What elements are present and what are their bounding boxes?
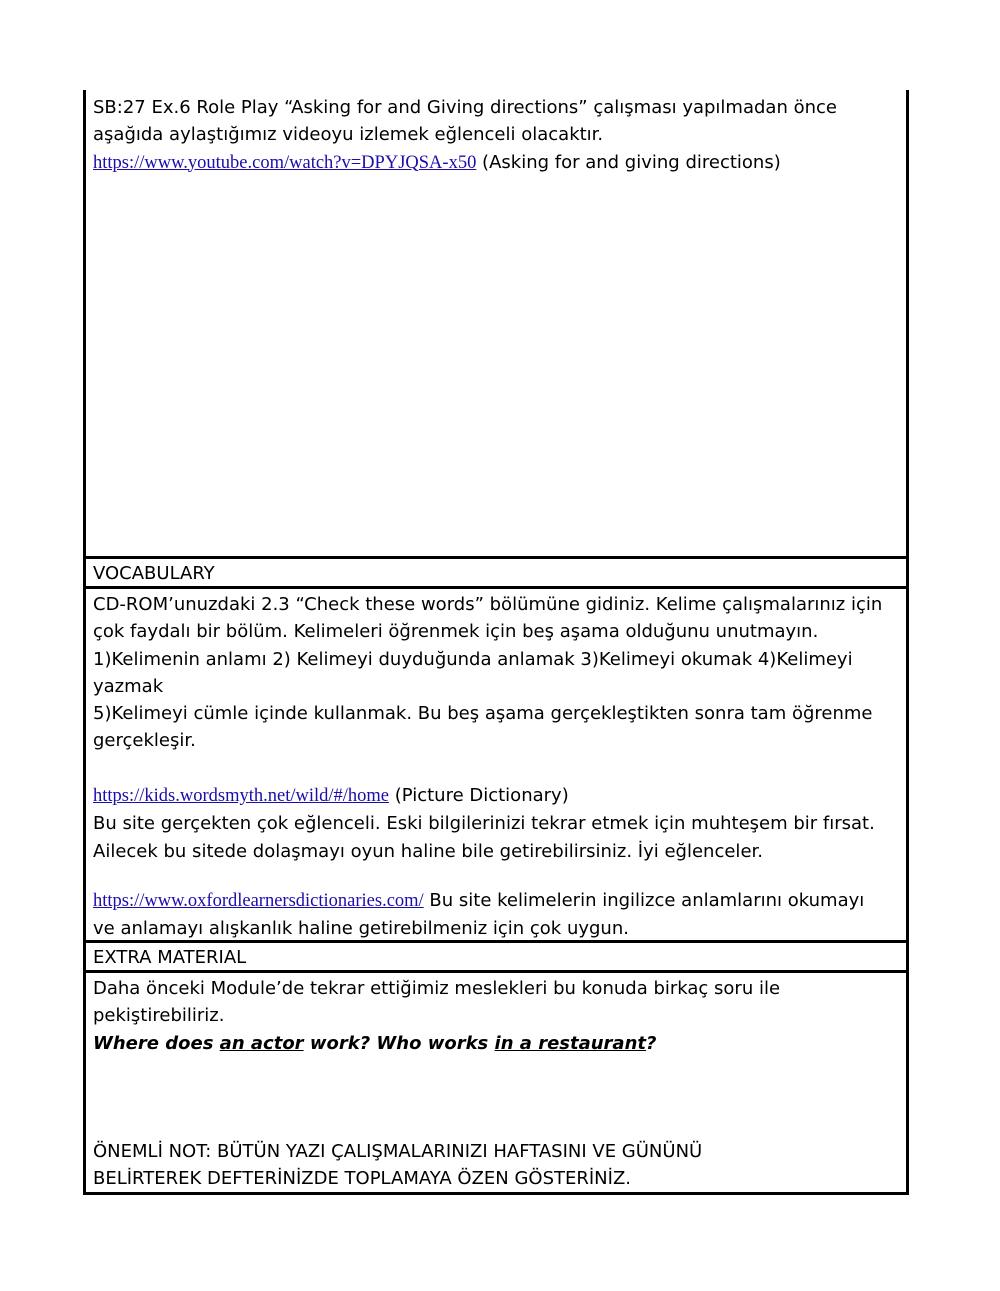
text-line: Daha önceki Module’de tekrar ettiğimiz meslekleri bu konuda birkaç soru ile [93, 978, 781, 999]
important-note: BELİRTEREK DEFTERİNİZDE TOPLAMAYA ÖZEN GÖSTERİNİZ. [93, 1168, 632, 1190]
text-line: 1)Kelimenin anlamı 2) Kelimeyi duyduğunda anlamak 3)Kelimeyi okumak 4)Kelimeyi yazmak [93, 648, 853, 697]
text-line: aşağıda aylaştığımız videoyu izlemek eğlenceli olacaktır. [93, 124, 604, 146]
vocabulary-section [93, 591, 908, 943]
vocabulary-heading: VOCABULARY [93, 563, 215, 584]
text-line: çok faydalı bir bölüm. Kelimeleri öğrenmek için beş aşama olduğunu unutmayın. [93, 621, 819, 643]
extra-material-heading: EXTRA MATERIAL [93, 947, 247, 968]
text-line: pekiştirebiliriz. [93, 1005, 225, 1027]
extra-material-section [93, 975, 908, 1192]
link-description: (Picture Dictionary) [389, 785, 569, 807]
text-line: ve anlamayı alışkanlık haline getirebilmeniz için çok uygun. [93, 918, 629, 940]
link-description: (Asking for and giving directions) [476, 151, 781, 173]
underlined-phrase: an actor [219, 1032, 304, 1054]
important-note: ÖNEMLİ NOT: BÜTÜN YAZI ÇALIŞMALARINIZI HAFTASINI VE GÜNÜNÜ [93, 1140, 703, 1162]
oxford-dictionary-link[interactable]: https://www.oxfordlearnersdictionaries.com/ [93, 890, 424, 911]
wordsmyth-link[interactable]: https://kids.wordsmyth.net/wild/#/home [93, 786, 389, 807]
worksheet-table [83, 90, 909, 1195]
text-line: SB:27 Ex.6 Role Play “Asking for and Giving directions” çalışması yapılmadan önce [93, 97, 837, 118]
link-description: Bu site kelimelerin ingilizce anlamlarını okumayı [423, 889, 865, 911]
text-line: CD-ROM’unuzdaki 2.3 “Check these words” bölümüne gidiniz. Kelime çalışmalarınız için [93, 594, 883, 615]
text-line: Bu site gerçekten çok eğlenceli. Eski bilgilerinizi tekrar etmek için muhteşem bir fırsat. [93, 813, 875, 835]
text-line: gerçekleşir. [93, 730, 196, 752]
text-line: Ailecek bu sitede dolaşmayı oyun haline bile getirebilirsiniz. İyi eğlenceler. [93, 840, 763, 862]
underlined-phrase: in a restaurant [494, 1032, 647, 1054]
text-line [93, 149, 908, 177]
table-left-border [83, 90, 86, 1195]
text-line [93, 887, 908, 915]
youtube-link[interactable]: https://www.youtube.com/watch?v=DPYJQSA-x50 [93, 152, 477, 173]
question-line: Where does an actor work? Who works in a restaurant? [93, 1032, 657, 1054]
text-line [93, 782, 908, 810]
text-line: 5)Kelimeyi cümle içinde kullanmak. Bu beş aşama gerçekleştikten sonra tam öğrenme [93, 703, 873, 725]
role-play-section [93, 94, 908, 177]
divider [83, 556, 909, 559]
